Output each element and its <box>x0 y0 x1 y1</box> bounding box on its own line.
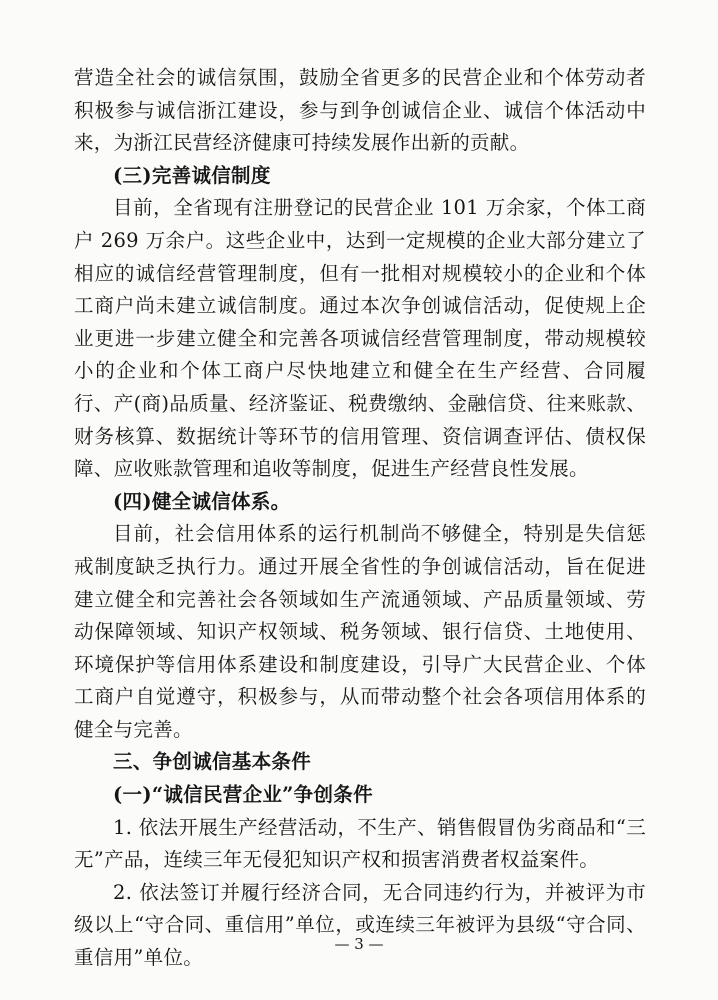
condition-item-1: 1. 依法开展生产经营活动，不生产、销售假冒伪劣商品和“三无”产品，连续三年无侵犯知识产权和损害消费者权益案件。 <box>74 815 646 872</box>
paragraph-credit-system: 目前，全省现有注册登记的民营企业 101 万余家，个体工商户 269 万余户。这些企业中，达到一定规模的企业大部分建立了相应的诚信经营管理制度，但有一批相对规模较小的企业和个体工商户尚未建立诚信制度。通过本次争创诚信活动，促使规上企业更进一步建立健全和完善各项诚信经营管理制度，带动规模较小的企业和个体工商户尽快地建立和健全在生产经营、合同履行、产(商)品质量、经济鉴证、税费缴纳、金融信贷、往来账款、财务核算、数据统计等环节的信用管理、资信调查评估、债权保障、应收账款管理和追收等制度，促进生产经营良性发展。 <box>74 196 646 481</box>
heading-section-three: 三、争创诚信基本条件 <box>113 750 312 774</box>
page-number: — 3 — <box>334 935 384 953</box>
paragraph-intro-continuation: 营造全社会的诚信氛围，鼓励全省更多的民营企业和个体劳动者积极参与诚信浙江建设，参与到争创诚信企业、诚信个体活动中来，为浙江民营经济健康可持续发展作出新的贡献。 <box>74 66 646 155</box>
heading-enterprise-conditions: (一)“诚信民营企业”争创条件 <box>113 783 373 807</box>
condition-item-2: 2. 依法签订并履行经济合同，无合同违约行为，并被评为市级以上“守合同、重信用”单位，或连续三年被评为县级“守合同、重信用”单位。 <box>74 880 646 970</box>
heading-sound-credit-framework: (四)健全诚信体系。 <box>113 489 291 513</box>
document-body <box>74 62 646 975</box>
heading-improve-credit-system: (三)完善诚信制度 <box>113 163 271 187</box>
paragraph-credit-framework: 目前，社会信用体系的运行机制尚不够健全，特别是失信惩戒制度缺乏执行力。通过开展全省性的争创诚信活动，旨在促进建立健全和完善社会各领域如生产流通领域、产品质量领域、劳动保障领域、知识产权领域、税务领域、银行信贷、土地使用、环境保护等信用体系建设和制度建设，引导广大民营企业、个体工商户自觉遵守，积极参与，从而带动整个社会各项信用体系的健全与完善。 <box>74 522 646 741</box>
